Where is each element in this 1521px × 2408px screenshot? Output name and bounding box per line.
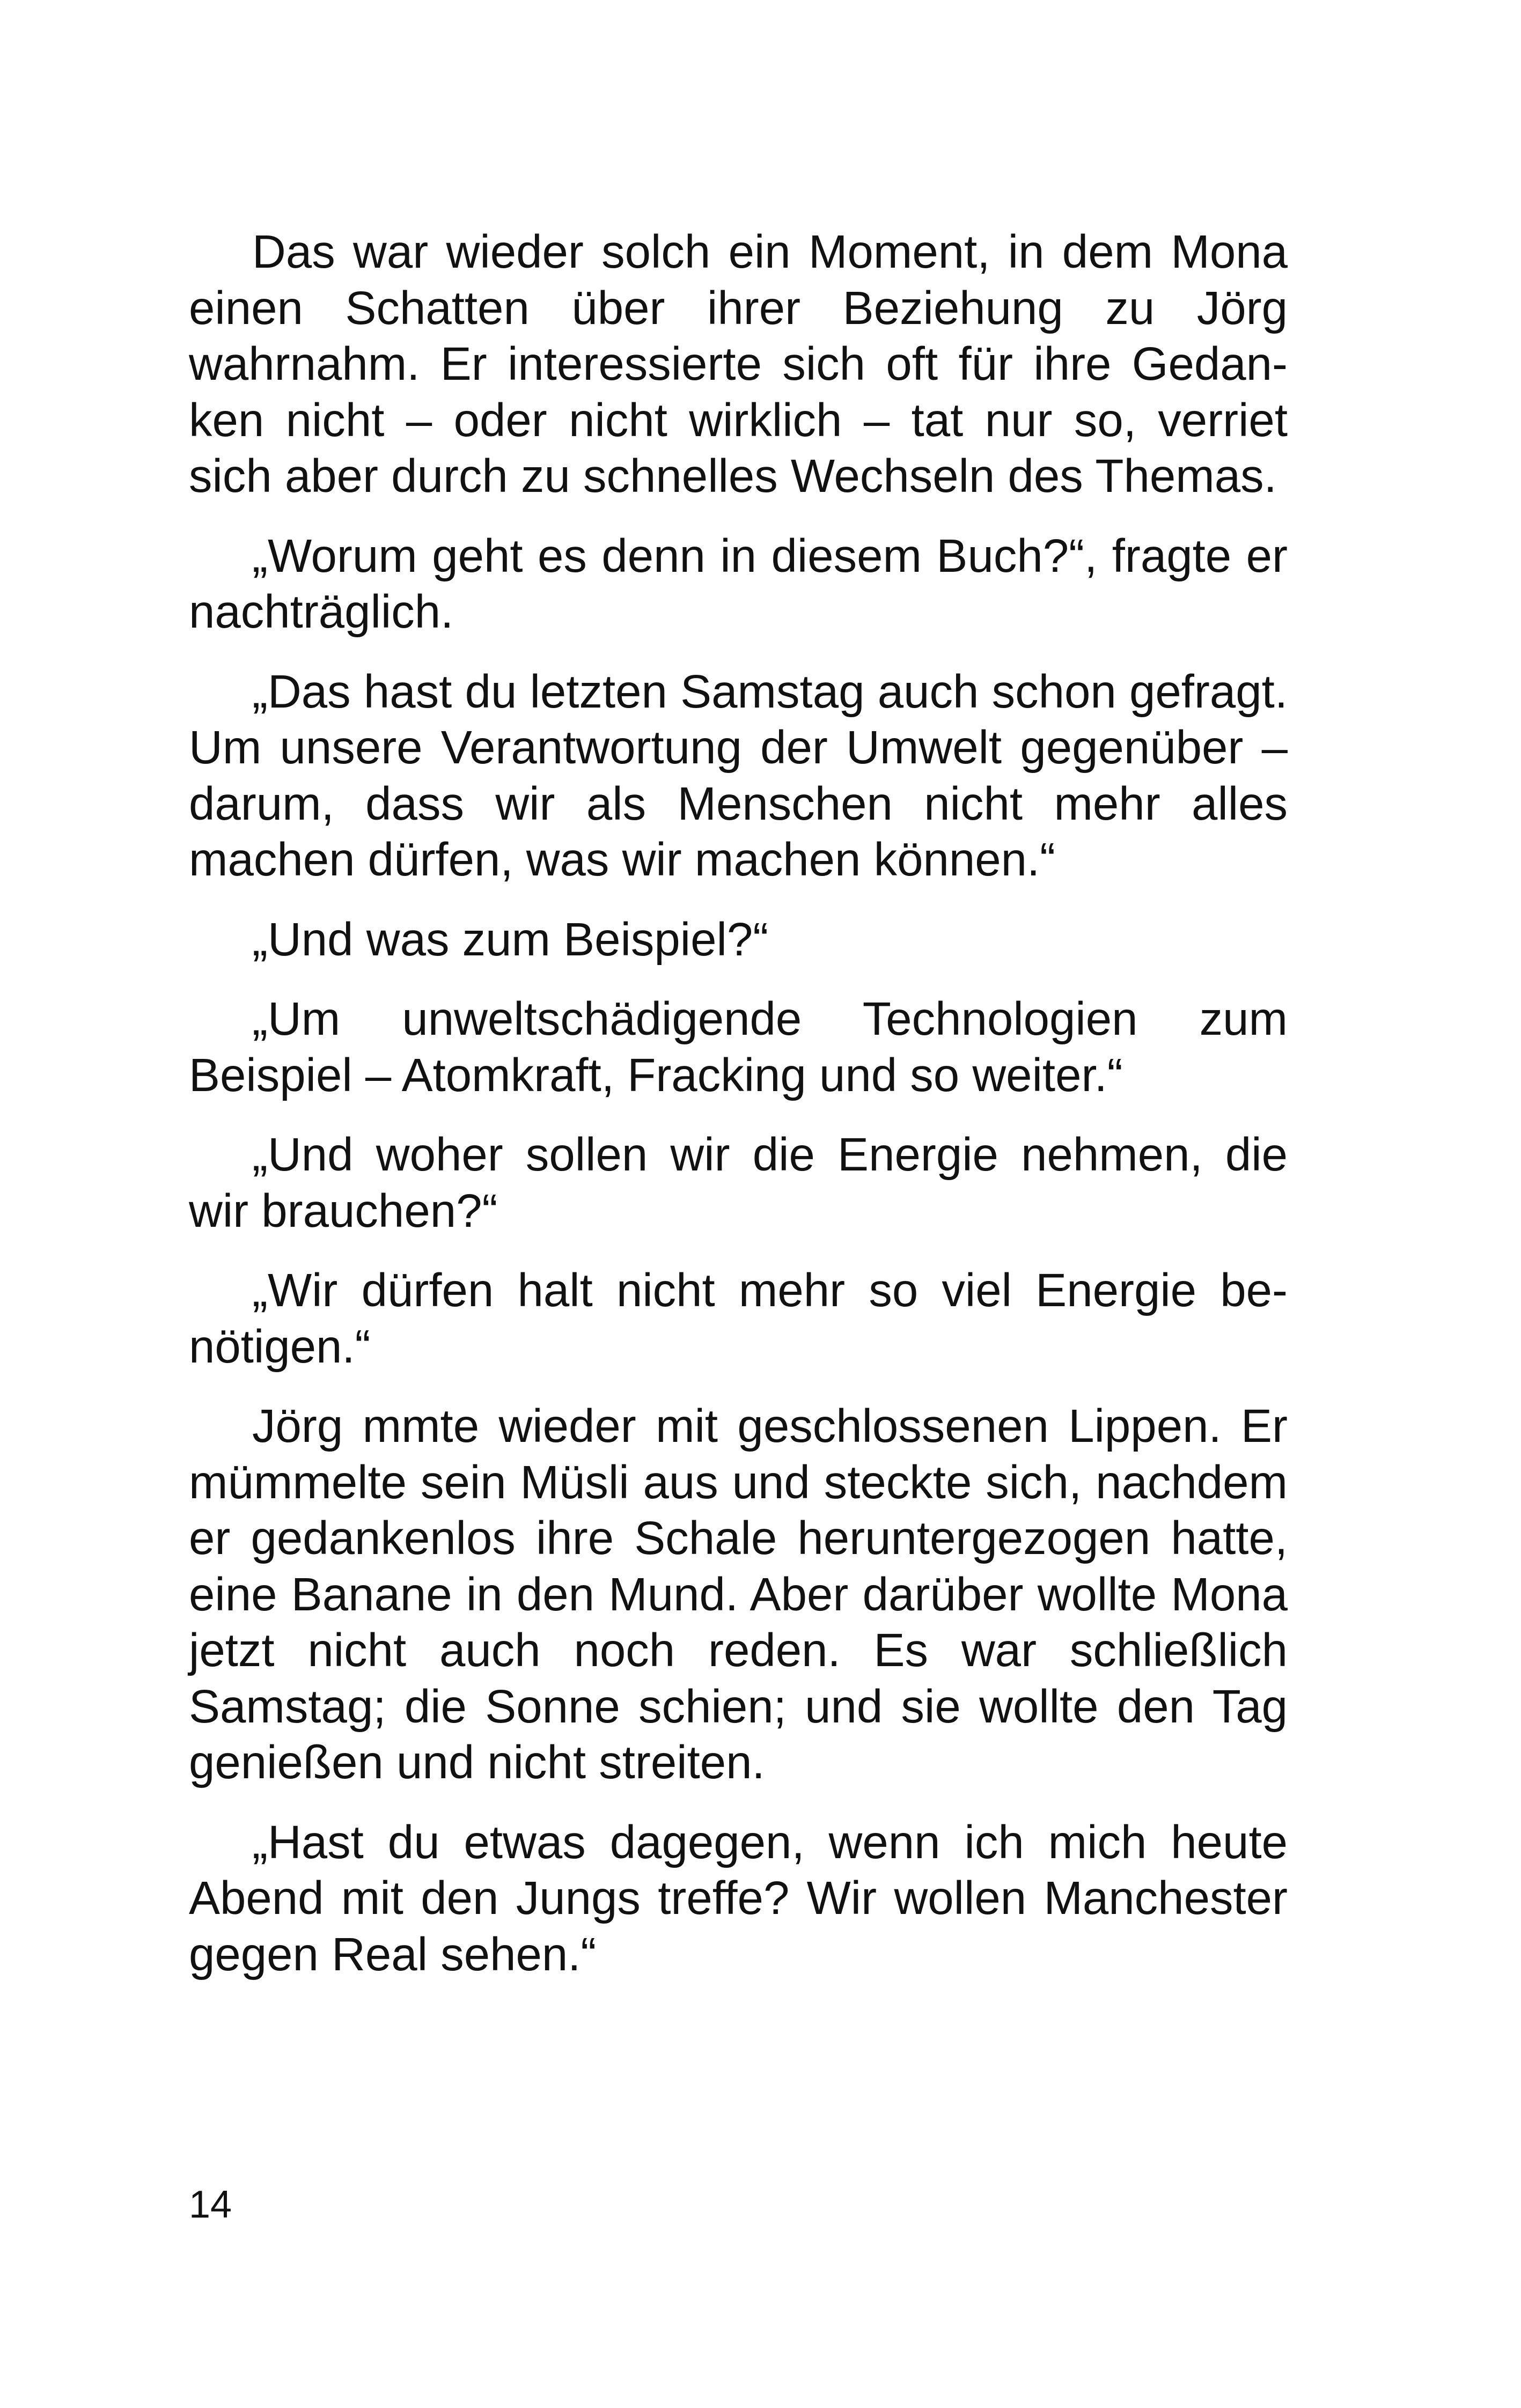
paragraph: Das war wieder solch ein Moment, in dem Mona einen Schatten über ihrer Beziehung zu Jörg wahrnahm. Er interessierte sich oft für ihre Gedanken nicht – oder nicht wirklich – tat nur so, verriet sich aber durch zu schnelles Wechseln des Themas. xyxy=(189,226,1288,502)
paragraph: „Hast du etwas dagegen, wenn ich mich heute Abend mit den Jungs treffe? Wir wollen Manchester gegen Real sehen.“ xyxy=(189,1816,1288,1980)
paragraph: Jörg mmte wieder mit geschlossenen Lippen. Er mümmelte sein Müsli aus und steckte sich, nachdem er gedankenlos ihre Schale heruntergezogen hatte, eine Banane in den Mund. Aber darüber wollte Mona jetzt nicht auch noch reden. Es war schließlich Samstag; die Sonne schien; und sie wollte den Tag genießen und nicht streiten. xyxy=(189,1400,1288,1788)
paragraph: „Und was zum Beispiel?“ xyxy=(252,913,769,966)
page-number: 14 xyxy=(189,2183,232,2226)
paragraph: „Wir dürfen halt nicht mehr so viel Energie benötigen.“ xyxy=(189,1264,1288,1373)
paragraph: „Um unweltschädigende Technologien zum Beispiel – Atomkraft, Fracking und so weiter.“ xyxy=(189,993,1288,1101)
paragraph: „Worum geht es denn in diesem Buch?“, fragte er nachträglich. xyxy=(189,529,1288,638)
paragraph: „Das hast du letzten Samstag auch schon gefragt. Um unsere Verantwortung der Umwelt gegenüber – darum, dass wir als Menschen nicht mehr alles machen dürfen, was wir machen können.“ xyxy=(189,665,1288,886)
paragraph: „Und woher sollen wir die Energie nehmen, die wir brauchen?“ xyxy=(189,1129,1288,1237)
body-text xyxy=(189,224,1288,2006)
